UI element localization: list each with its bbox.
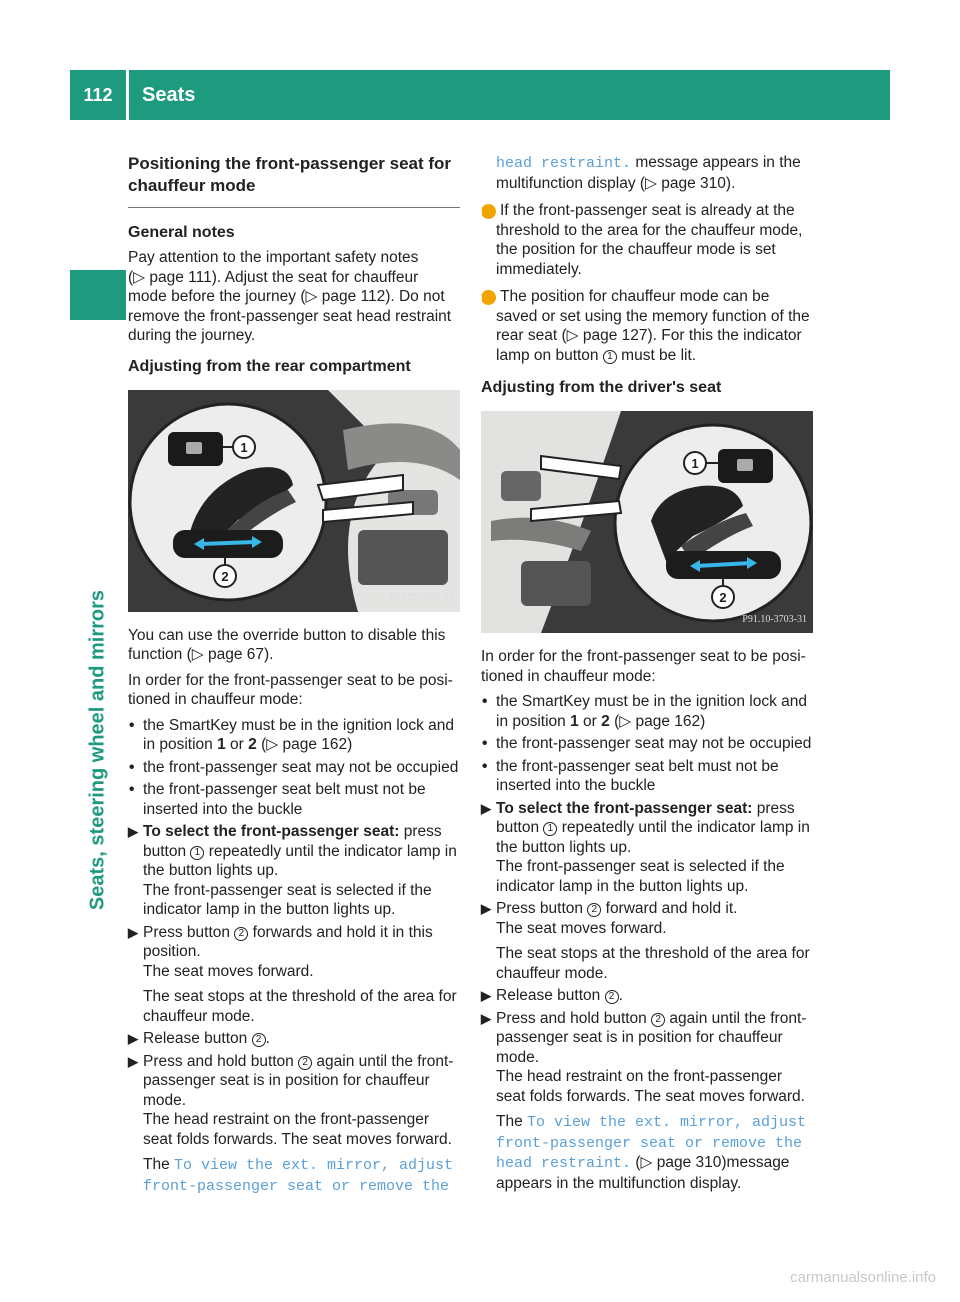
step-note: The seat stops at the threshold of the area for chauffeur mode. xyxy=(143,988,457,1025)
general-notes-text xyxy=(128,248,460,346)
button-2-icon: 2 xyxy=(252,1033,266,1047)
text: . xyxy=(618,987,623,1004)
step-press-forward xyxy=(481,899,813,983)
step-bold: To select the front-passenger seat: xyxy=(496,799,753,817)
general-line-4: remove the front-passenger seat head restraint xyxy=(128,307,452,325)
text: the SmartKey must be in the ignition lock and in position xyxy=(143,716,455,753)
step-arrow-icon: ▶ xyxy=(481,988,491,1003)
driver-door-seat-controls-figure xyxy=(481,411,813,633)
drivers-seat-heading: Adjusting from the driver's seat xyxy=(481,379,722,396)
text: The xyxy=(143,1156,175,1173)
display-message: To view the ext. mirror, adjust front-passenger seat or remove the xyxy=(143,1157,454,1195)
section-title: Positioning the front-passenger seat for chauffeur mode xyxy=(128,154,452,195)
page-ref: (▷ page 162) xyxy=(609,712,706,730)
chapter-label: Seats, steering wheel and mirrors xyxy=(86,589,109,911)
page-ref: (▷ page 162) xyxy=(256,736,353,753)
step-arrow-icon: ▶ xyxy=(128,924,138,940)
step-arrow-icon: ▶ xyxy=(128,824,138,839)
text: or xyxy=(225,736,249,753)
text: again until the front-passenger seat is in position for chauffeur mode. xyxy=(496,1009,807,1066)
text: Release button xyxy=(496,987,605,1004)
button-2-icon: 2 xyxy=(605,990,619,1004)
page-ref: (▷ page 310)message appears in the multifunction display. xyxy=(496,1154,790,1192)
step-arrow-icon: ▶ xyxy=(128,1031,138,1046)
step-result: The front-passenger seat is selected if the indicator lamp in the button lights up. xyxy=(496,858,785,895)
header-divider xyxy=(126,70,129,120)
step-result: The seat moves forward. xyxy=(496,919,667,937)
message-continued xyxy=(481,153,813,193)
text: must be lit. xyxy=(616,346,697,364)
button-1-icon: 1 xyxy=(603,350,617,364)
step-arrow-icon: ▶ xyxy=(481,901,491,916)
page-title: Seats xyxy=(142,84,196,106)
step-select-seat xyxy=(481,799,813,897)
text: the SmartKey must be in the ignition lock and in position xyxy=(496,693,808,730)
text: The xyxy=(496,1113,528,1130)
position-1: 1 xyxy=(570,712,579,730)
step-press-forward xyxy=(128,923,460,1027)
step-arrow-icon: ▶ xyxy=(481,800,491,816)
text: press button xyxy=(143,823,442,860)
right-column xyxy=(481,153,813,1196)
section-rule xyxy=(128,207,460,208)
requirement-smartkey xyxy=(128,716,460,755)
requirement-smartkey xyxy=(481,692,813,731)
step-arrow-icon: ▶ xyxy=(128,1053,138,1069)
text: message appears in the multifunction display (▷ page 310). xyxy=(496,154,801,192)
info-note-memory xyxy=(481,287,813,365)
text: repeatedly until the indicator lamp in the button lights up. xyxy=(143,842,457,879)
general-line-2: (▷ page 111). Adjust the seat for chauffeur xyxy=(128,268,419,286)
watermark: carmanualsonline.info xyxy=(790,1269,936,1286)
step-result: The head restraint on the front-passenger seat folds forwards. The seat moves forward. xyxy=(143,1111,452,1148)
position-2: 2 xyxy=(601,712,610,730)
info-icon: i xyxy=(481,290,496,305)
button-2-icon: 2 xyxy=(234,927,248,941)
step-press-hold xyxy=(128,1052,460,1197)
button-2-icon: 2 xyxy=(587,903,601,917)
text: forwards and hold it in this position. xyxy=(143,923,433,960)
text: If the front-passenger seat is already at the threshold to the area for the chauffeur mode, the position for the chauffeur mode is set immediately. xyxy=(496,202,803,278)
text: Press and hold button xyxy=(496,1009,652,1027)
position-2: 2 xyxy=(248,736,257,753)
position-1: 1 xyxy=(217,736,226,753)
requirement-not-occupied: • the front-passenger seat may not be occupied xyxy=(481,734,813,754)
step-release xyxy=(128,1029,460,1049)
callout-2: 2 xyxy=(719,590,727,605)
general-line-1: Pay attention to the important safety notes xyxy=(128,249,419,266)
text: Press button xyxy=(143,923,235,941)
display-message: To view the ext. mirror, adjust front-passenger seat or remove the head restraint. xyxy=(496,1114,807,1172)
info-note-threshold xyxy=(481,201,813,279)
rear-door-seat-controls-figure xyxy=(128,390,460,612)
text: press button xyxy=(496,799,795,836)
step-select-seat xyxy=(128,822,460,920)
text: forward and hold it. xyxy=(601,900,738,917)
figure-code: P54.25-9270-31 xyxy=(389,592,454,603)
button-2-icon: 2 xyxy=(651,1013,665,1027)
requirement-not-occupied: • the front-passenger seat may not be occupied xyxy=(128,758,460,778)
requirements-intro: In order for the front-passenger seat to be posi-tioned in chauffeur mode: xyxy=(481,648,806,685)
callout-1: 1 xyxy=(240,439,248,455)
display-message: head restraint. xyxy=(496,155,632,172)
display-message-line xyxy=(496,1112,813,1193)
step-result: The front-passenger seat is selected if the indicator lamp in the button lights up. xyxy=(143,881,432,918)
requirements-intro: In order for the front-passenger seat to be posi-tioned in chauffeur mode: xyxy=(128,671,453,708)
callout-2: 2 xyxy=(221,568,229,584)
text: . xyxy=(265,1030,270,1047)
text: The position for chauffeur mode can be saved or set using the memory function of the rear seat (▷ page 127). For this the indicator lamp on button xyxy=(496,288,810,364)
info-icon: i xyxy=(481,204,496,219)
button-1-icon: 1 xyxy=(543,822,557,836)
step-note: The seat stops at the threshold of the area for chauffeur mode. xyxy=(496,945,810,982)
override-text: You can use the override button to disable this function (▷ page 67). xyxy=(128,626,446,663)
text: Press and hold button xyxy=(143,1052,299,1070)
step-arrow-icon: ▶ xyxy=(481,1010,491,1026)
text: Press button xyxy=(496,900,588,917)
side-tab-marker xyxy=(70,270,126,320)
requirement-seat-belt: • the front-passenger seat belt must not be inserted into the buckle xyxy=(128,780,460,819)
step-bold: To select the front-passenger seat: xyxy=(143,823,400,840)
text: Release button xyxy=(143,1030,252,1047)
requirement-seat-belt: • the front-passenger seat belt must not be inserted into the buckle xyxy=(481,757,813,796)
rear-compartment-heading: Adjusting from the rear compartment xyxy=(128,357,411,375)
step-result: The head restraint on the front-passenger seat folds forwards. The seat moves forward. xyxy=(496,1068,805,1105)
button-1-icon: 1 xyxy=(190,846,204,860)
text: again until the front-passenger seat is in position for chauffeur mode. xyxy=(143,1052,454,1109)
display-message-line xyxy=(143,1155,460,1196)
general-line-3: mode before the journey (▷ page 112). Do not xyxy=(128,288,445,305)
button-2-icon: 2 xyxy=(298,1056,312,1070)
step-result: The seat moves forward. xyxy=(143,962,314,980)
left-column xyxy=(128,153,460,1199)
page-number: 112 xyxy=(83,84,113,105)
step-press-hold xyxy=(481,1009,813,1194)
step-release xyxy=(481,986,813,1006)
general-line-5: during the journey. xyxy=(128,327,256,344)
text: repeatedly until the indicator lamp in the button lights up. xyxy=(496,819,810,856)
text: or xyxy=(578,712,602,730)
figure-code: P91.10-3703-31 xyxy=(742,613,807,625)
general-notes-heading: General notes xyxy=(128,224,235,241)
callout-1: 1 xyxy=(691,456,699,471)
